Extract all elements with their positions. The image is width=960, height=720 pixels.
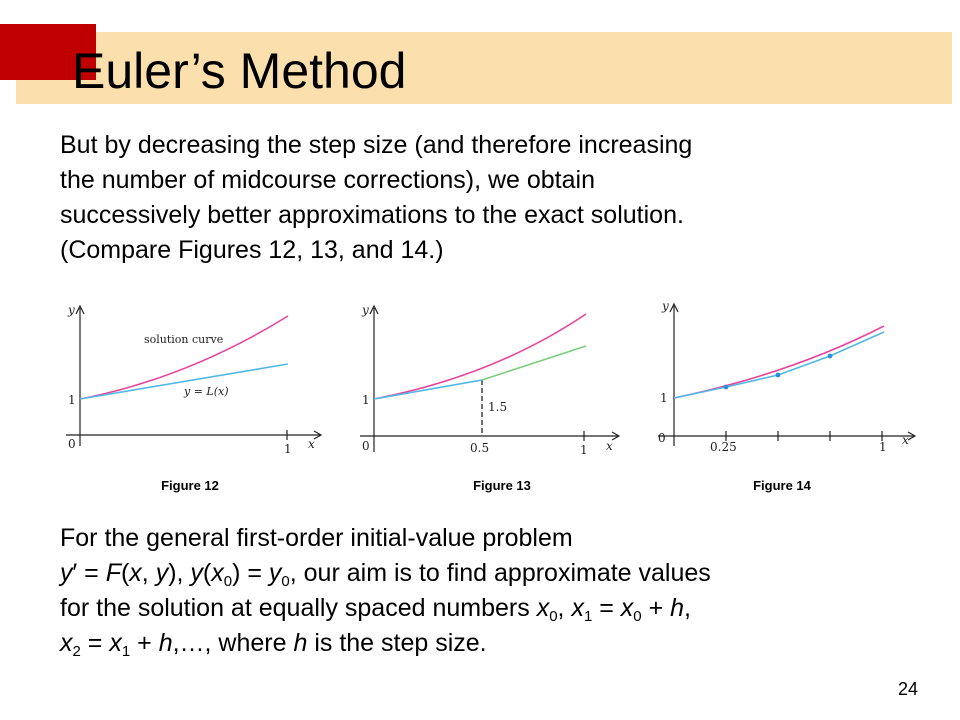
figure-13-graph (354, 294, 622, 464)
body-line-1: For the general first-order initial-value problem (60, 524, 573, 552)
second-step-segment (482, 346, 586, 380)
intro-line: But by decreasing the step size (and therefore increasing (60, 131, 693, 159)
body-line-3: for the solution at equally spaced numbers $x_0$, $x_1 = x_0 + h$, (60, 594, 691, 625)
figure-12-graph (58, 296, 324, 458)
figure-14-caption: Figure 14 (753, 478, 811, 493)
body-line-2: y′ = F(x, y), $y(x_0) = y_0$, our aim is to find approximate values (60, 559, 711, 590)
tangent-line-label: y = L(x) (184, 385, 229, 398)
y-tick-label: 1 (362, 393, 370, 407)
x-tick-label: 1 (580, 443, 588, 457)
page-title: Euler’s Method (72, 43, 407, 99)
intro-line: (Compare Figures 12, 13, and 14.) (60, 236, 444, 264)
page-number: 24 (897, 679, 918, 699)
y-tick-label: 1 (68, 393, 76, 407)
figure-13-caption: Figure 13 (473, 478, 531, 493)
first-step-segment (374, 380, 482, 399)
x-axis-label: x (308, 437, 315, 451)
figure-12 (58, 296, 324, 458)
intro-line: successively better approximations to the exact solution. (60, 201, 684, 229)
euler-point (724, 385, 729, 390)
y-tick-label: 1 (660, 391, 668, 405)
mid-x-tick-label: 0.25 (710, 440, 737, 454)
figure-14 (650, 296, 918, 454)
x-axis-label: x (902, 433, 909, 447)
x-axis-label: x (606, 439, 613, 453)
mid-x-tick-label: 0.5 (470, 441, 490, 455)
euler-point (776, 373, 781, 378)
y-axis-label: y (68, 303, 75, 317)
y-axis-label: y (662, 299, 669, 313)
x-tick-label: 1 (879, 440, 887, 454)
mid-y-value-label: 1.5 (488, 400, 508, 414)
solution-curve (674, 326, 884, 398)
intro-line: the number of midcourse corrections), we obtain (60, 166, 595, 194)
origin-label: 0 (658, 431, 666, 445)
y-axis-label: y (362, 303, 369, 317)
origin-label: 0 (68, 437, 76, 451)
origin-label: 0 (362, 439, 370, 453)
solution-curve-label: solution curve (144, 333, 224, 346)
body-line-4: $x_2 = x_1$ + h,…, where h is the step size. (60, 629, 487, 660)
figure-14-graph (650, 296, 918, 454)
x-tick-label: 1 (284, 442, 292, 456)
euler-point (828, 354, 833, 359)
intro-paragraph (60, 128, 920, 268)
figure-12-caption: Figure 12 (161, 478, 219, 493)
figure-13 (354, 294, 622, 464)
body-paragraph (60, 521, 920, 661)
